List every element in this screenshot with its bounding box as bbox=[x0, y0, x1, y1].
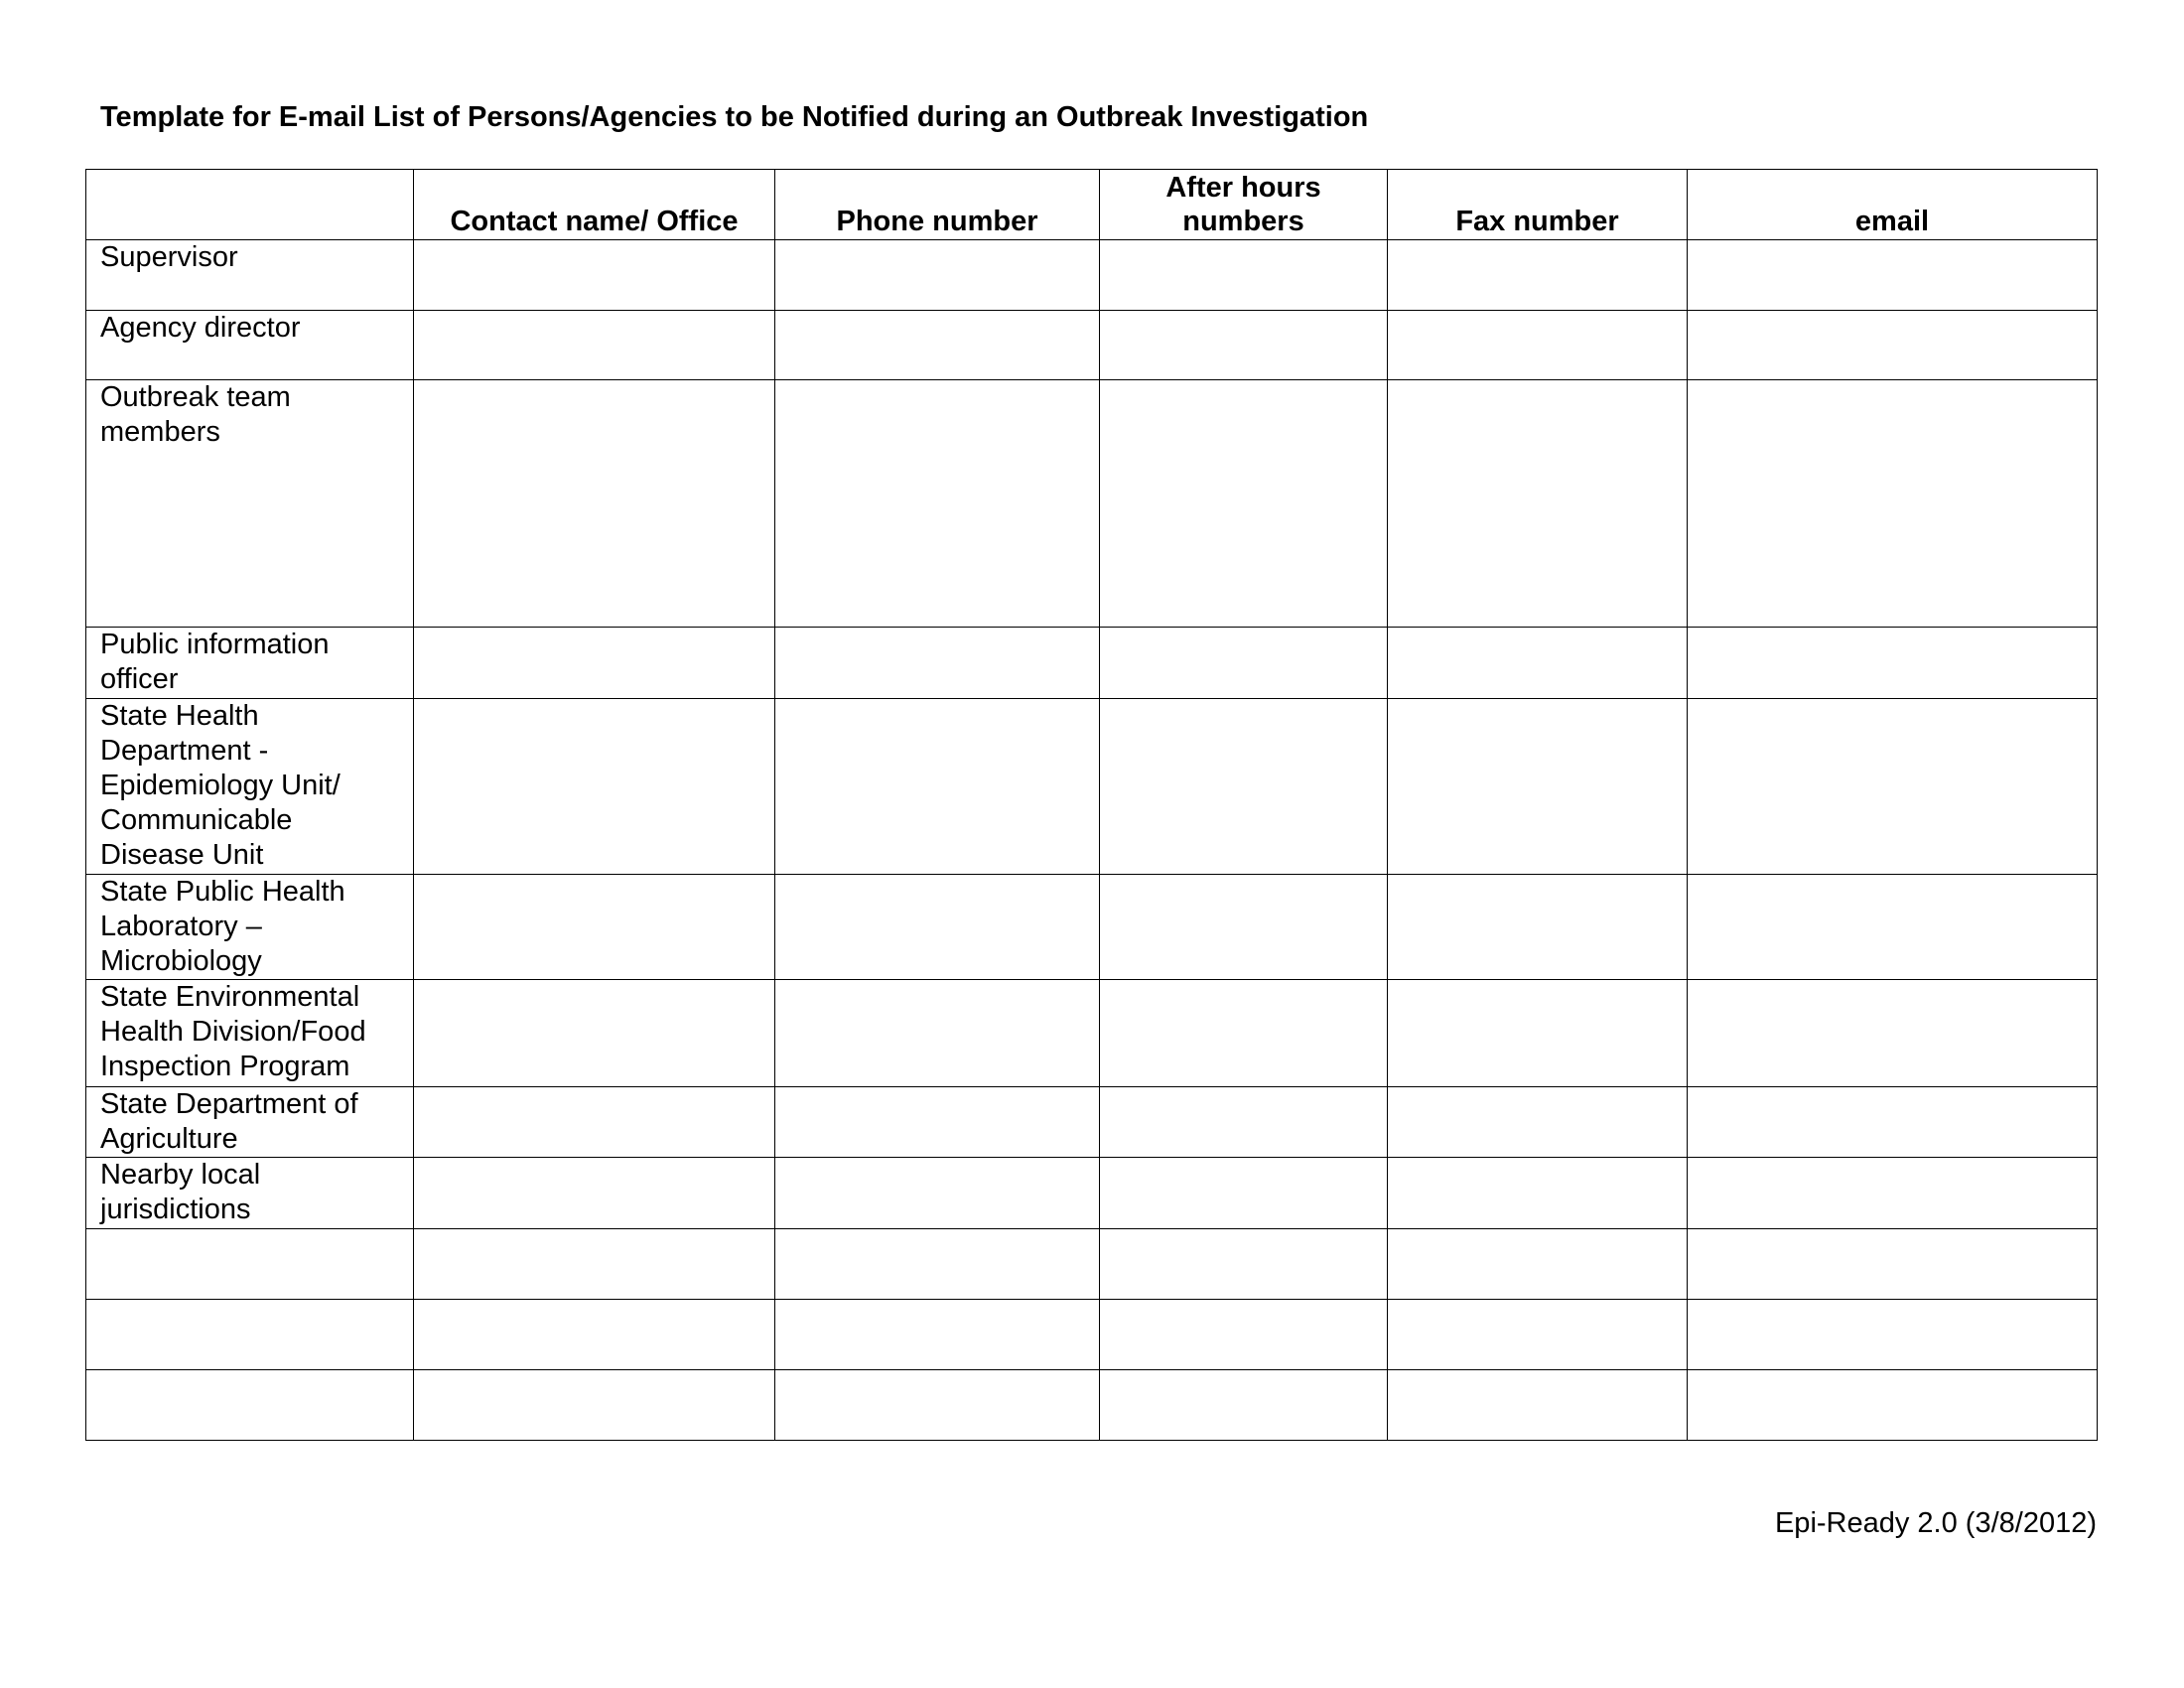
cell-contact-name[interactable] bbox=[414, 380, 775, 628]
row-label-blank-1 bbox=[86, 1229, 414, 1300]
cell-phone-number[interactable] bbox=[775, 311, 1100, 380]
cell-after-hours-numbers[interactable] bbox=[1100, 1300, 1388, 1370]
cell-contact-name[interactable] bbox=[414, 1229, 775, 1300]
row-label-nearby-local-jurisdictions: Nearby local jurisdictions bbox=[86, 1158, 414, 1229]
row-label-blank-3 bbox=[86, 1370, 414, 1441]
cell-contact-name[interactable] bbox=[414, 699, 775, 875]
cell-phone-number[interactable] bbox=[775, 628, 1100, 699]
cell-contact-name[interactable] bbox=[414, 311, 775, 380]
cell-fax-number[interactable] bbox=[1388, 875, 1688, 980]
cell-fax-number[interactable] bbox=[1388, 240, 1688, 311]
cell-fax-number[interactable] bbox=[1388, 1370, 1688, 1441]
header-cell-blank bbox=[86, 170, 414, 240]
row-label-state-environmental-health-division: State Environmental Health Division/Food Inspection Program bbox=[86, 980, 414, 1087]
cell-contact-name[interactable] bbox=[414, 1370, 775, 1441]
header-fax-number: Fax number bbox=[1388, 170, 1688, 240]
table-row bbox=[86, 1300, 2098, 1370]
row-label-state-health-department: State Health Department - Epidemiology Unit/ Communicable Disease Unit bbox=[86, 699, 414, 875]
cell-email[interactable] bbox=[1688, 380, 2098, 628]
table-row bbox=[86, 875, 2098, 980]
table-row bbox=[86, 240, 2098, 311]
cell-phone-number[interactable] bbox=[775, 1158, 1100, 1229]
table-row bbox=[86, 1370, 2098, 1441]
cell-fax-number[interactable] bbox=[1388, 699, 1688, 875]
cell-fax-number[interactable] bbox=[1388, 1087, 1688, 1158]
cell-after-hours-numbers[interactable] bbox=[1100, 980, 1388, 1087]
cell-contact-name[interactable] bbox=[414, 240, 775, 311]
cell-email[interactable] bbox=[1688, 1158, 2098, 1229]
cell-after-hours-numbers[interactable] bbox=[1100, 380, 1388, 628]
row-label-blank-2 bbox=[86, 1300, 414, 1370]
row-label-agency-director: Agency director bbox=[86, 311, 414, 380]
cell-contact-name[interactable] bbox=[414, 1158, 775, 1229]
cell-email[interactable] bbox=[1688, 1087, 2098, 1158]
cell-phone-number[interactable] bbox=[775, 1087, 1100, 1158]
row-label-supervisor: Supervisor bbox=[86, 240, 414, 311]
header-row bbox=[86, 170, 2098, 240]
cell-phone-number[interactable] bbox=[775, 1370, 1100, 1441]
cell-phone-number[interactable] bbox=[775, 1300, 1100, 1370]
cell-contact-name[interactable] bbox=[414, 1300, 775, 1370]
cell-fax-number[interactable] bbox=[1388, 980, 1688, 1087]
cell-email[interactable] bbox=[1688, 311, 2098, 380]
row-label-state-public-health-laboratory: State Public Health Laboratory – Microbiology bbox=[86, 875, 414, 980]
cell-after-hours-numbers[interactable] bbox=[1100, 1229, 1388, 1300]
cell-phone-number[interactable] bbox=[775, 380, 1100, 628]
cell-contact-name[interactable] bbox=[414, 980, 775, 1087]
cell-fax-number[interactable] bbox=[1388, 380, 1688, 628]
cell-after-hours-numbers[interactable] bbox=[1100, 240, 1388, 311]
table-row bbox=[86, 628, 2098, 699]
cell-email[interactable] bbox=[1688, 240, 2098, 311]
contact-table bbox=[85, 169, 2098, 1441]
table-row bbox=[86, 1158, 2098, 1229]
cell-email[interactable] bbox=[1688, 699, 2098, 875]
cell-after-hours-numbers[interactable] bbox=[1100, 1370, 1388, 1441]
cell-fax-number[interactable] bbox=[1388, 628, 1688, 699]
row-label-public-information-officer: Public information officer bbox=[86, 628, 414, 699]
cell-phone-number[interactable] bbox=[775, 1229, 1100, 1300]
header-contact-name: Contact name/ Office bbox=[414, 170, 775, 240]
cell-fax-number[interactable] bbox=[1388, 1158, 1688, 1229]
cell-email[interactable] bbox=[1688, 875, 2098, 980]
cell-contact-name[interactable] bbox=[414, 1087, 775, 1158]
table-row bbox=[86, 699, 2098, 875]
cell-email[interactable] bbox=[1688, 1300, 2098, 1370]
cell-email[interactable] bbox=[1688, 1229, 2098, 1300]
cell-phone-number[interactable] bbox=[775, 699, 1100, 875]
cell-fax-number[interactable] bbox=[1388, 311, 1688, 380]
header-phone-number: Phone number bbox=[775, 170, 1100, 240]
header-after-hours-numbers: After hours numbers bbox=[1100, 170, 1388, 240]
cell-contact-name[interactable] bbox=[414, 628, 775, 699]
cell-email[interactable] bbox=[1688, 628, 2098, 699]
cell-after-hours-numbers[interactable] bbox=[1100, 875, 1388, 980]
header-email: email bbox=[1688, 170, 2098, 240]
cell-phone-number[interactable] bbox=[775, 240, 1100, 311]
table-row bbox=[86, 1087, 2098, 1158]
cell-after-hours-numbers[interactable] bbox=[1100, 1087, 1388, 1158]
cell-email[interactable] bbox=[1688, 980, 2098, 1087]
cell-after-hours-numbers[interactable] bbox=[1100, 1158, 1388, 1229]
table-row bbox=[86, 980, 2098, 1087]
table-row bbox=[86, 380, 2098, 628]
cell-contact-name[interactable] bbox=[414, 875, 775, 980]
cell-email[interactable] bbox=[1688, 1370, 2098, 1441]
row-label-outbreak-team-members: Outbreak team members bbox=[86, 380, 414, 628]
cell-phone-number[interactable] bbox=[775, 980, 1100, 1087]
row-label-state-department-of-agriculture: State Department of Agriculture bbox=[86, 1087, 414, 1158]
cell-fax-number[interactable] bbox=[1388, 1229, 1688, 1300]
cell-after-hours-numbers[interactable] bbox=[1100, 628, 1388, 699]
table-row bbox=[86, 1229, 2098, 1300]
cell-after-hours-numbers[interactable] bbox=[1100, 699, 1388, 875]
document-title: Template for E-mail List of Persons/Agencies to be Notified during an Outbreak Investigation bbox=[100, 101, 1369, 133]
cell-fax-number[interactable] bbox=[1388, 1300, 1688, 1370]
version-footer: Epi-Ready 2.0 (3/8/2012) bbox=[1774, 1507, 2097, 1539]
cell-phone-number[interactable] bbox=[775, 875, 1100, 980]
table-row bbox=[86, 311, 2098, 380]
cell-after-hours-numbers[interactable] bbox=[1100, 311, 1388, 380]
